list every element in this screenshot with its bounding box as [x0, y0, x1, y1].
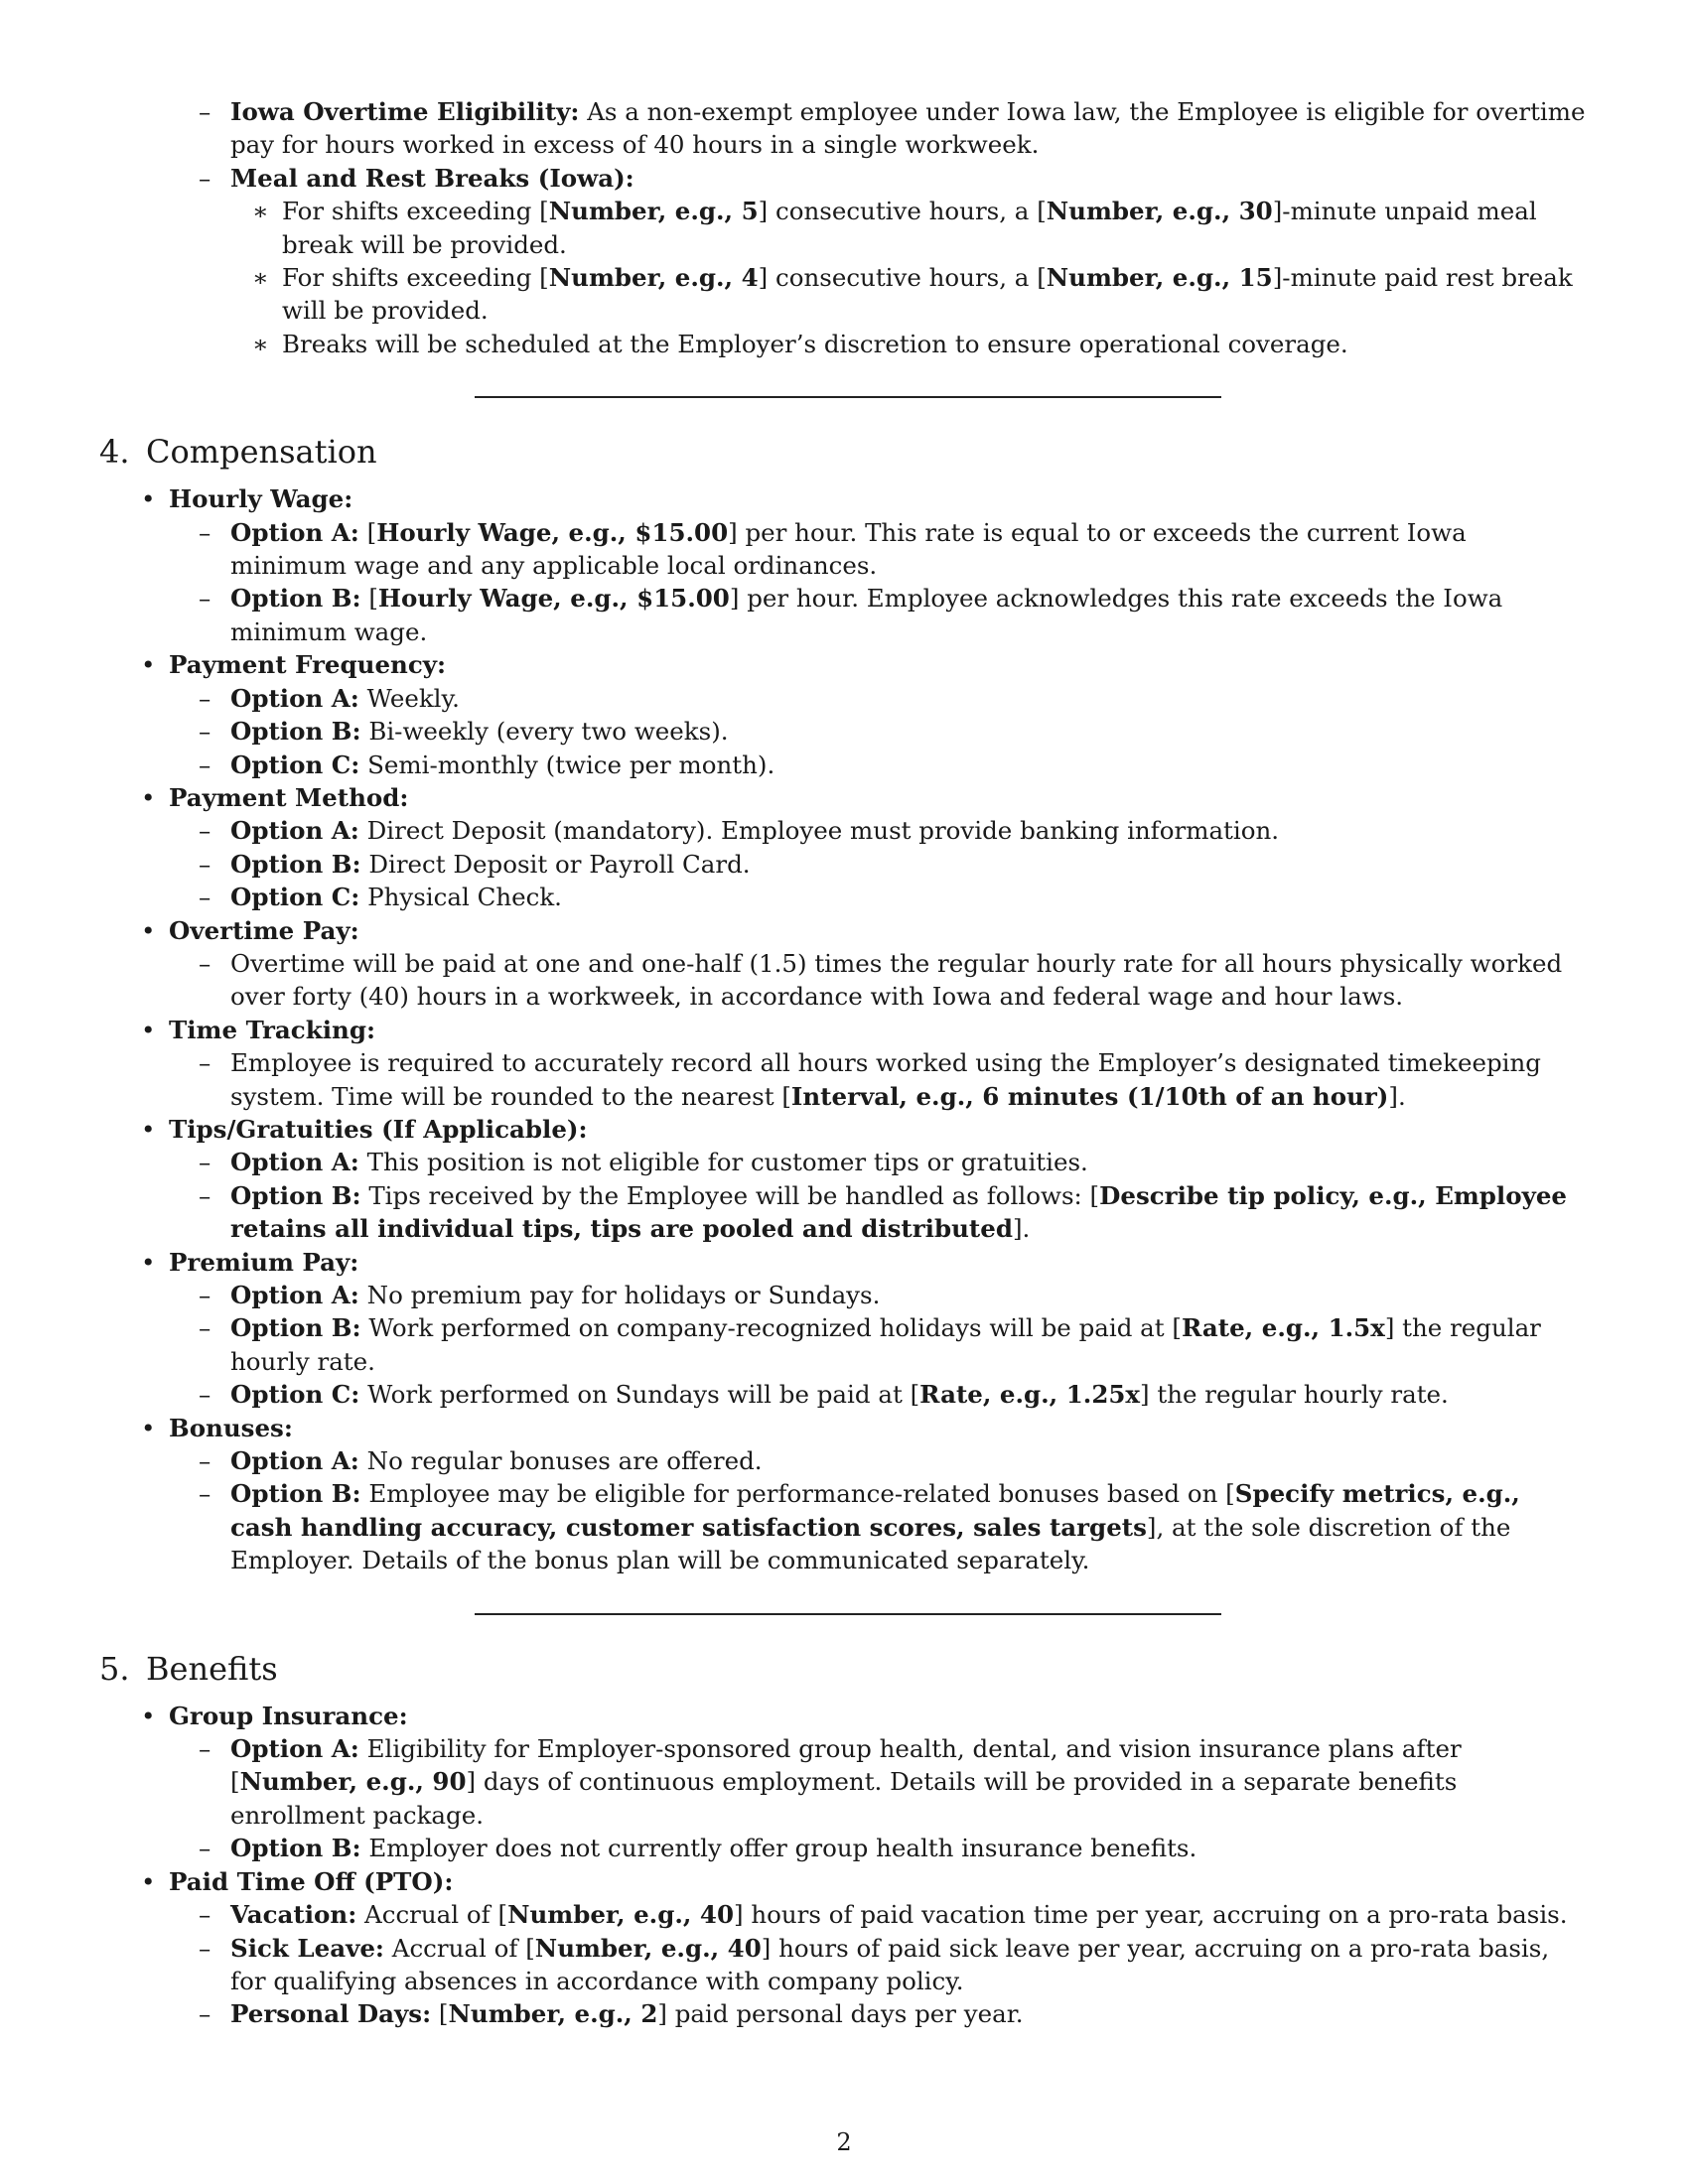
- list-item-iowa-overtime: – Iowa Overtime Eligibility: As a non-exempt employee under Iowa law, the Employee is eligible for overtime pay for hours worked in excess of 40 hours in a single workweek.: [169, 95, 1589, 162]
- compensation-list: [99, 482, 1589, 1576]
- pto-sick-leave: – Sick Leave: Accrual of [Number, e.g., 40] hours of paid sick leave per year, accruing on a pro-rata basis, for qualifying absences in accordance with company policy.: [169, 1932, 1589, 1998]
- option-item: – Option A: No regular bonuses are offered.: [169, 1444, 1589, 1477]
- option-item: – Option A: No premium pay for holidays or Sundays.: [169, 1279, 1589, 1311]
- option-item: – Option B: [Hourly Wage, e.g., $15.00] per hour. Employee acknowledges this rate exceeds the Iowa minimum wage.: [169, 582, 1589, 648]
- option-item: – Option B: Employer does not currently offer group health insurance benefits.: [169, 1832, 1589, 1864]
- list-item-pto: • Paid Time Off (PTO): – Vacation: Accrual of [Number, e.g., 40] hours of paid vacation time per year, accruing on a pro-rata basis. – Sick Leave: Accrual of [Number, e.g., 40] hours of paid sick leave per year, accruing on a pro-rata basis, for qualifying absences in accordance with company policy. – Personal Days: [Number, e.g., 2] paid personal days per year.: [99, 1865, 1589, 2031]
- list-item-meal-rest-breaks: – Meal and Rest Breaks (Iowa): ∗ For shifts exceeding [Number, e.g., 5] consecutive hours, a [Number, e.g., 30]-minute unpaid meal break will be provided. ∗ For shifts exceeding [Number, e.g., 4] consecutive hours, a [Number, e.g., 15]-minute paid rest break will be provided. ∗ Breaks will be scheduled at the Employer’s discretion to ensure operational coverage.: [169, 162, 1589, 360]
- option-item: – Option C: Semi-monthly (twice per month).: [169, 749, 1589, 781]
- list-item-payment-method: • Payment Method: – Option A: Direct Deposit (mandatory). Employee must provide banking information. – Option B: Direct Deposit or Payroll Card. – Option C: Physical Check.: [99, 781, 1589, 914]
- pto-vacation: – Vacation: Accrual of [Number, e.g., 40] hours of paid vacation time per year, accruing on a pro-rata basis.: [169, 1898, 1589, 1931]
- section-heading-compensation: 4. Compensation: [99, 433, 377, 472]
- list-item-time-tracking: • Time Tracking: – Employee is required to accurately record all hours worked using the Employer’s designated timekeeping system. Time will be rounded to the nearest [Interval, e.g., 6 minutes (1/10th of an hour)].: [99, 1014, 1589, 1113]
- option-item: – Option A: Eligibility for Employer-sponsored group health, dental, and vision insurance plans after [Number, e.g., 90] days of continuous employment. Details will be provided in a separate benefits enrollment package.: [169, 1732, 1589, 1832]
- option-item: – Employee is required to accurately record all hours worked using the Employer’s designated timekeeping system. Time will be rounded to the nearest [Interval, e.g., 6 minutes (1/10th of an hour)].: [169, 1046, 1589, 1113]
- option-item: – Option A: This position is not eligible for customer tips or gratuities.: [169, 1146, 1589, 1178]
- list-item-payment-frequency: • Payment Frequency: – Option A: Weekly. – Option B: Bi-weekly (every two weeks). – Option C: Semi-monthly (twice per month).: [99, 648, 1589, 781]
- benefits-list: [99, 1700, 1589, 2031]
- list-item-group-insurance: • Group Insurance: – Option A: Eligibility for Employer-sponsored group health, dental, and vision insurance plans after [Number, e.g., 90] days of continuous employment. Details will be provided in a separate benefits enrollment package. – Option B: Employer does not currently offer group health insurance benefits.: [99, 1700, 1589, 1865]
- option-item: – Option B: Work performed on company-recognized holidays will be paid at [Rate, e.g., 1.5x] the regular hourly rate.: [169, 1311, 1589, 1378]
- option-item: – Option B: Direct Deposit or Payroll Card.: [169, 848, 1589, 881]
- list-item-break-scheduling: ∗ Breaks will be scheduled at the Employer’s discretion to ensure operational coverage.: [230, 328, 1589, 360]
- break-rules-list: [230, 195, 1589, 360]
- option-item: – Option A: Direct Deposit (mandatory). Employee must provide banking information.: [169, 814, 1589, 847]
- option-item: – Option C: Work performed on Sundays will be paid at [Rate, e.g., 1.25x] the regular hourly rate.: [169, 1378, 1589, 1411]
- list-item-overtime-pay: • Overtime Pay: – Overtime will be paid at one and one-half (1.5) times the regular hourly rate for all hours physically worked over forty (40) hours in a workweek, in accordance with Iowa and federal wage and hour laws.: [99, 914, 1589, 1014]
- list-item-bonuses: • Bonuses: – Option A: No regular bonuses are offered. – Option B: Employee may be eligible for performance-related bonuses based on [Specify metrics, e.g., cash handling accuracy, customer satisfaction scores, sales targets], at the sole discretion of the Employer. Details of the bonus plan will be communicated separately.: [99, 1412, 1589, 1577]
- section-heading-benefits: 5. Benefits: [99, 1649, 278, 1688]
- option-item: – Option A: Weekly.: [169, 682, 1589, 715]
- list-item-hourly-wage: • Hourly Wage: – Option A: [Hourly Wage, e.g., $15.00] per hour. This rate is equal to or exceeds the current Iowa minimum wage and any applicable local ordinances. – Option B: [Hourly Wage, e.g., $15.00] per hour. Employee acknowledges this rate exceeds the Iowa minimum wage.: [99, 482, 1589, 648]
- option-item: – Overtime will be paid at one and one-half (1.5) times the regular hourly rate for all hours physically worked over forty (40) hours in a workweek, in accordance with Iowa and federal wage and hour laws.: [169, 947, 1589, 1014]
- pto-personal-days: – Personal Days: [Number, e.g., 2] paid personal days per year.: [169, 1997, 1589, 2030]
- option-item: – Option B: Bi-weekly (every two weeks).: [169, 715, 1589, 748]
- option-item: – Option A: [Hourly Wage, e.g., $15.00] per hour. This rate is equal to or exceeds the current Iowa minimum wage and any applicable local ordinances.: [169, 516, 1589, 583]
- list-item-rest-break: ∗ For shifts exceeding [Number, e.g., 4] consecutive hours, a [Number, e.g., 15]-minute paid rest break will be provided.: [230, 261, 1589, 328]
- document-body: [99, 95, 1589, 2031]
- option-item: – Option B: Employee may be eligible for performance-related bonuses based on [Specify metrics, e.g., cash handling accuracy, customer satisfaction scores, sales targets], at the sole discretion of the Employer. Details of the bonus plan will be communicated separately.: [169, 1477, 1589, 1576]
- option-item: – Option C: Physical Check.: [169, 881, 1589, 913]
- option-item: – Option B: Tips received by the Employee will be handled as follows: [Describe tip policy, e.g., Employee retains all individual tips, tips are pooled and distributed].: [169, 1179, 1589, 1246]
- list-item-tips: • Tips/Gratuities (If Applicable): – Option A: This position is not eligible for customer tips or gratuities. – Option B: Tips received by the Employee will be handled as follows: [Describe tip policy, e.g., Employee retains all individual tips, tips are pooled and distributed].: [99, 1113, 1589, 1246]
- section-divider: [475, 1613, 1221, 1615]
- page-number: 2: [836, 2128, 852, 2156]
- list-item-premium-pay: • Premium Pay: – Option A: No premium pay for holidays or Sundays. – Option B: Work performed on company-recognized holidays will be paid at [Rate, e.g., 1.5x] the regular hourly rate. – Option C: Work performed on Sundays will be paid at [Rate, e.g., 1.25x] the regular hourly rate.: [99, 1246, 1589, 1412]
- section-divider: [475, 396, 1221, 398]
- list-item-meal-break: ∗ For shifts exceeding [Number, e.g., 5] consecutive hours, a [Number, e.g., 30]-minute unpaid meal break will be provided.: [230, 195, 1589, 261]
- continued-list: [169, 95, 1589, 360]
